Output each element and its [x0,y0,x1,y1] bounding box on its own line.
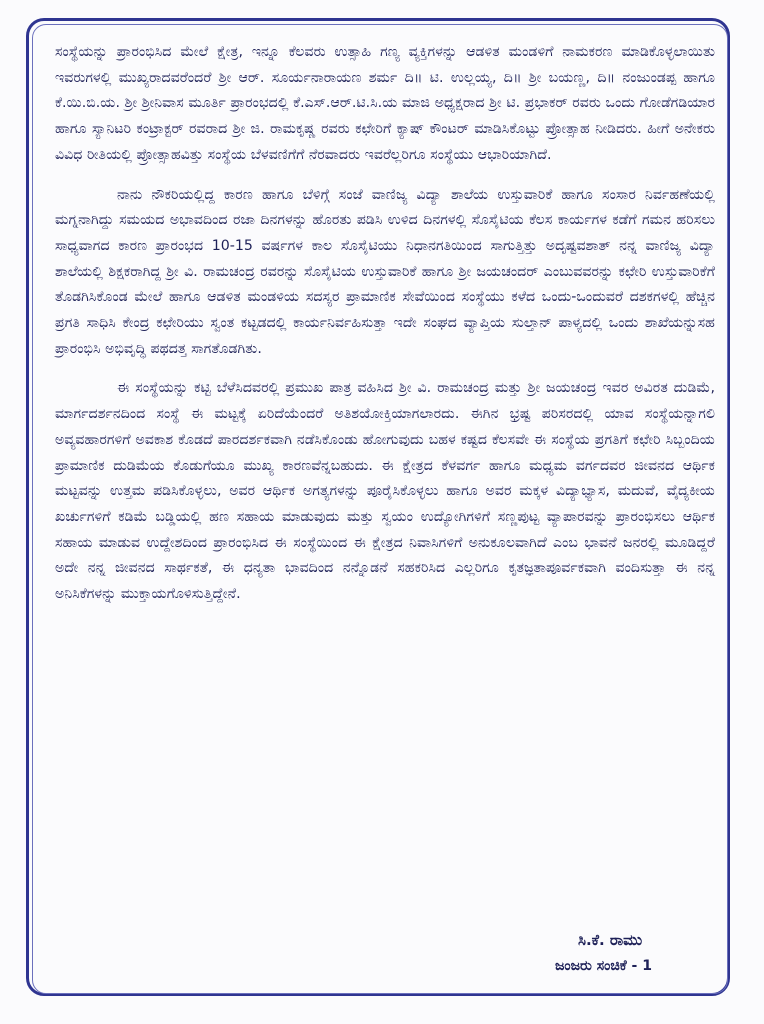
paragraph-1: ಸಂಸ್ಥೆಯನ್ನು ಪ್ರಾರಂಭಿಸಿದ ಮೇಲೆ ಕ್ಷೇತ್ರ, ಇನ್ನೂ ಕೆಲವರು ಉತ್ಸಾಹಿ ಗಣ್ಯ ವ್ಯಕ್ತಿಗಳನ್ನು ಆಡಳಿತ ಮಂಡಳಿಗೆ ನಾಮಕರಣ ಮಾಡಿಕೊಳ್ಳಲಾಯಿತು ಇವರುಗಳಲ್ಲಿ ಮುಖ್ಯರಾದವರೆಂದರೆ ಶ್ರೀ ಆರ್. ಸೂರ್ಯನಾರಾಯಣ ಶರ್ಮ ದಿ॥ ಟಿ. ಉಲ್ಲಯ್ಯ, ದಿ॥ ಶ್ರೀ ಬಯಣ್ಣ, ದಿ॥ ನಂಜುಂಡಪ್ಪ ಹಾಗೂ ಕೆ.ಯಿ.ಬಿ.ಯ. ಶ್ರೀ ಶ್ರೀನಿವಾಸ ಮೂರ್ತಿ ಪ್ರಾರಂಭದಲ್ಲಿ ಕೆ.ಎಸ್.ಆರ್.ಟಿ.ಸಿ.ಯ ಮಾಜಿ ಅಧ್ಯಕ್ಷರಾದ ಶ್ರೀ ಟಿ. ಪ್ರಭಾಕರ್ ರವರು ಒಂದು ಗೋಡೆಗಡಿಯಾರ ಹಾಗೂ ಸ್ಯಾನಿಟರಿ ಕಂಟ್ರಾಕ್ಟರ್ ರವರಾದ ಶ್ರೀ ಜಿ. ರಾಮಕೃಷ್ಣ ರವರು ಕಛೇರಿಗೆ ಕ್ಯಾಷ್ ಕೌಂಟರ್ ಮಾಡಿಸಿಕೊಟ್ಟು ಪ್ರೋತ್ಸಾಹ ನೀಡಿದರು. ಹೀಗೆ ಅನೇಕರು ವಿವಿಧ ರೀತಿಯಲ್ಲಿ ಪ್ರೋತ್ಸಾಹವಿತ್ತು ಸಂಸ್ಥೆಯ ಬೆಳವಣಿಗೆಗೆ ನೆರವಾದರು ಇವರೆಲ್ಲರಿಗೂ ಸಂಸ್ಥೆಯು ಆಭಾರಿಯಾಗಿದೆ. [55,44,715,163]
document-body [55,40,715,622]
paragraph-3: ಈ ಸಂಸ್ಥೆಯನ್ನು ಕಟ್ಟಿ ಬೆಳೆಸಿದವರಲ್ಲಿ ಪ್ರಮುಖ ಪಾತ್ರ ವಹಿಸಿದ ಶ್ರೀ ವಿ. ರಾಮಚಂದ್ರ ಮತ್ತು ಶ್ರೀ ಜಯಚಂದ್ರ ಇವರ ಅವಿರತ ದುಡಿಮೆ, ಮಾರ್ಗದರ್ಶನದಿಂದ ಸಂಸ್ಥೆ ಈ ಮಟ್ಟಕ್ಕೆ ಏರಿದೆಯೆಂದರೆ ಅತಿಶಯೋಕ್ತಿಯಾಗಲಾರದು. ಈಗಿನ ಭ್ರಷ್ಟ ಪರಿಸರದಲ್ಲಿ ಯಾವ ಸಂಸ್ಥೆಯನ್ನಾಗಲಿ ಅವ್ಯವಹಾರಗಳಿಗೆ ಅವಕಾಶ ಕೊಡದೆ ಪಾರದರ್ಶಕವಾಗಿ ನಡೆಸಿಕೊಂಡು ಹೋಗುವುದು ಬಹಳ ಕಷ್ಟದ ಕೆಲಸವೇ ಈ ಸಂಸ್ಥೆಯ ಪ್ರಗತಿಗೆ ಕಛೇರಿ ಸಿಬ್ಬಂದಿಯ ಪ್ರಾಮಾಣಿಕ ದುಡಿಮೆಯ ಕೊಡುಗೆಯೂ ಮುಖ್ಯ ಕಾರಣವೆನ್ನಬಹುದು. ಈ ಕ್ಷೇತ್ರದ ಕೆಳವರ್ಗ ಹಾಗೂ ಮಧ್ಯಮ ವರ್ಗದವರ ಜೀವನದ ಆರ್ಥಿಕ ಮಟ್ಟವನ್ನು ಉತ್ತಮ ಪಡಿಸಿಕೊಳ್ಳಲು, ಅವರ ಆರ್ಥಿಕ ಅಗತ್ಯಗಳನ್ನು ಪೂರೈಸಿಕೊಳ್ಳಲು ಹಾಗೂ ಅವರ ಮಕ್ಕಳ ವಿದ್ಯಾಭ್ಯಾಸ, ಮದುವೆ, ವೈದ್ಯಕೀಯ ಖರ್ಚುಗಳಿಗೆ ಕಡಿಮೆ ಬಡ್ಡಿಯಲ್ಲಿ ಹಣ ಸಹಾಯ ಮಾಡುವುದು ಮತ್ತು ಸ್ವಯಂ ಉದ್ಯೋಗಿಗಳಿಗೆ ಸಣ್ಣಪುಟ್ಟ ವ್ಯಾಪಾರವನ್ನು ಪ್ರಾರಂಭಿಸಲು ಆರ್ಥಿಕ ಸಹಾಯ ಮಾಡುವ ಉದ್ದೇಶದಿಂದ ಪ್ರಾರಂಭಿಸಿದ ಈ ಸಂಸ್ಥೆಯಿಂದ ಈ ಕ್ಷೇತ್ರದ ನಿವಾಸಿಗಳಿಗೆ ಅನುಕೂಲವಾಗಿದೆ ಎಂಬ ಭಾವನೆ ಜನರಲ್ಲಿ ಮೂಡಿದ್ದರೆ ಅದೇ ನನ್ನ ಜೀವನದ ಸಾರ್ಥಕತೆ, ಈ ಧನ್ಯತಾ ಭಾವದಿಂದ ನನ್ನೊಡನೆ ಸಹಕರಿಸಿದ ಎಲ್ಲರಿಗೂ ಕೃತಜ್ಞತಾಪೂರ್ವಕವಾಗಿ ವಂದಿಸುತ್ತಾ ಈ ನನ್ನ ಅನಿಸಿಕೆಗಳನ್ನು ಮುಕ್ತಾಯಗೊಳಿಸುತ್ತಿದ್ದೇನೆ. [55,380,715,603]
paragraph-2: ನಾನು ನೌಕರಿಯಲ್ಲಿದ್ದ ಕಾರಣ ಹಾಗೂ ಬೆಳಿಗ್ಗೆ ಸಂಜೆ ವಾಣಿಜ್ಯ ವಿದ್ಯಾ ಶಾಲೆಯ ಉಸ್ತುವಾರಿಕೆ ಹಾಗೂ ಸಂಸಾರ ನಿರ್ವಹಣೆಯಲ್ಲಿ ಮಗ್ನನಾಗಿದ್ದು ಸಮಯದ ಅಭಾವದಿಂದ ರಜಾ ದಿನಗಳನ್ನು ಹೊರತು ಪಡಿಸಿ ಉಳಿದ ದಿನಗಳಲ್ಲಿ ಸೊಸೈಟಿಯ ಕೆಲಸ ಕಾರ್ಯಗಳ ಕಡೆಗೆ ಗಮನ ಹರಿಸಲು ಸಾಧ್ಯವಾಗದ ಕಾರಣ ಪ್ರಾರಂಭದ 10-15 ವರ್ಷಗಳ ಕಾಲ ಸೊಸೈಟಿಯು ನಿಧಾನಗತಿಯಿಂದ ಸಾಗುತ್ತಿತ್ತು ಅದೃಷ್ಟವಶಾತ್ ನನ್ನ ವಾಣಿಜ್ಯ ವಿದ್ಯಾ ಶಾಲೆಯಲ್ಲಿ ಶಿಕ್ಷಕರಾಗಿದ್ದ ಶ್ರೀ ವಿ. ರಾಮಚಂದ್ರ ರವರನ್ನು ಸೊಸೈಟಿಯ ಉಸ್ತುವಾರಿಕೆ ಹಾಗೂ ಶ್ರೀ ಜಯಚಂದರ್ ಎಂಬುವವರನ್ನು ಕಛೇರಿ ಉಸ್ತುವಾರಿಕೆಗೆ ತೊಡಗಿಸಿಕೊಂಡ ಮೇಲೆ ಹಾಗೂ ಆಡಳಿತ ಮಂಡಳಿಯ ಸದಸ್ಯರ ಪ್ರಾಮಾಣಿಕ ಸೇವೆಯಿಂದ ಸಂಸ್ಥೆಯು ಕಳೆದ ಒಂದು-ಒಂದುವರೆ ದಶಕಗಳಲ್ಲಿ ಹೆಚ್ಚಿನ ಪ್ರಗತಿ ಸಾಧಿಸಿ ಕೇಂದ್ರ ಕಛೇರಿಯು ಸ್ವಂತ ಕಟ್ಟಡದಲ್ಲಿ ಕಾರ್ಯನಿರ್ವಹಿಸುತ್ತಾ ಇದೇ ಸಂಘದ ವ್ಯಾಪ್ತಿಯ ಸುಲ್ತಾನ್ ಪಾಳ್ಯದಲ್ಲಿ ಒಂದು ಶಾಖೆಯನ್ನುಸಹ ಪ್ರಾರಂಭಿಸಿ ಅಭಿವೃದ್ಧಿ ಪಥದತ್ತ ಸಾಗತೊಡಗಿತು. [55,186,715,357]
page-reference: ಜಂಜರು ಸಂಚಿಕೆ - 1 [555,958,652,974]
author-signature: ಸಿ.ಕೆ. ರಾಮು [578,931,643,949]
